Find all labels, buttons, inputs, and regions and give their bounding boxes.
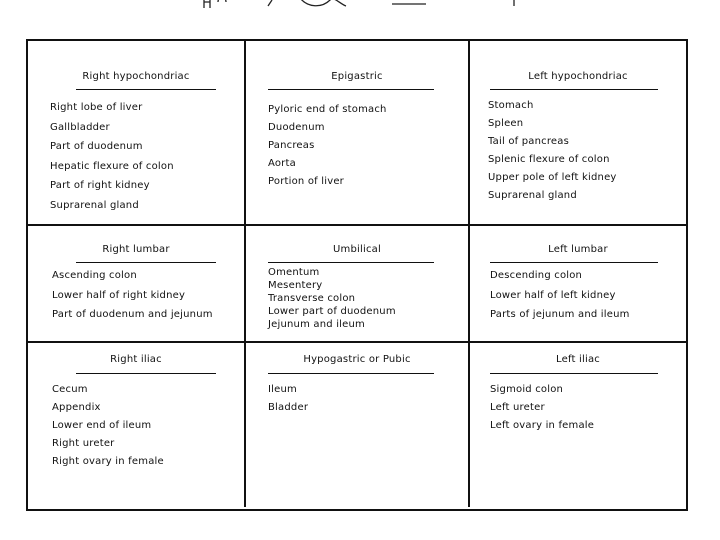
heading-underline bbox=[490, 262, 658, 263]
region-heading: Hypogastric or Pubic bbox=[303, 354, 411, 365]
organ-list bbox=[50, 102, 238, 219]
organ-item: Duodenum bbox=[268, 122, 325, 133]
organ-item: Part of right kidney bbox=[50, 180, 150, 191]
region-cell-umbilical bbox=[246, 226, 470, 343]
organ-item: Cecum bbox=[52, 384, 88, 395]
organ-item: Ascending colon bbox=[52, 270, 137, 281]
organ-item: Transverse colon bbox=[268, 293, 356, 304]
region-cell-right-lumbar bbox=[28, 226, 246, 343]
region-cell-right-hypochondriac bbox=[28, 41, 246, 226]
organ-item: Lower end of ileum bbox=[52, 420, 152, 431]
organ-list bbox=[490, 384, 680, 438]
organ-item: Spleen bbox=[488, 118, 524, 129]
cropped-title-fragment bbox=[196, 0, 536, 12]
region-heading: Right hypochondriac bbox=[82, 71, 190, 82]
organ-item: Jejunum and ileum bbox=[268, 319, 365, 330]
region-heading: Epigastric bbox=[331, 71, 383, 82]
organ-item: Parts of jejunum and ileum bbox=[490, 309, 630, 320]
region-heading: Right lumbar bbox=[102, 244, 170, 255]
organ-item: Descending colon bbox=[490, 270, 583, 281]
organ-item: Right lobe of liver bbox=[50, 102, 143, 113]
region-cell-left-lumbar bbox=[470, 226, 686, 343]
region-heading: Left lumbar bbox=[548, 244, 608, 255]
region-heading: Left hypochondriac bbox=[528, 71, 628, 82]
organ-item: Pyloric end of stomach bbox=[268, 104, 387, 115]
heading-underline bbox=[76, 373, 216, 374]
heading-underline bbox=[490, 373, 658, 374]
heading-underline bbox=[268, 89, 434, 90]
region-heading: Right iliac bbox=[110, 354, 162, 365]
heading-underline bbox=[268, 373, 434, 374]
organ-item: Portion of liver bbox=[268, 176, 344, 187]
organ-item: Mesentery bbox=[268, 280, 323, 291]
organ-item: Sigmoid colon bbox=[490, 384, 564, 395]
organ-item: Part of duodenum and jejunum bbox=[52, 309, 213, 320]
organ-item: Right ureter bbox=[52, 438, 115, 449]
organ-item: Stomach bbox=[488, 100, 534, 111]
organ-list bbox=[268, 267, 462, 332]
organ-item: Part of duodenum bbox=[50, 141, 143, 152]
region-cell-left-hypochondriac bbox=[470, 41, 686, 226]
organ-item: Lower half of left kidney bbox=[490, 289, 616, 301]
organ-item: Aorta bbox=[268, 158, 296, 169]
organ-item: Lower part of duodenum bbox=[268, 306, 396, 317]
organ-item: Lower half of right kidney bbox=[52, 289, 186, 301]
heading-underline bbox=[268, 262, 434, 263]
organ-item: Bladder bbox=[268, 402, 309, 413]
organ-item: Omentum bbox=[268, 267, 320, 278]
heading-underline bbox=[76, 89, 216, 90]
organ-item: Upper pole of left kidney bbox=[488, 172, 617, 183]
region-heading: Left iliac bbox=[556, 354, 600, 365]
region-cell-right-iliac bbox=[28, 343, 246, 507]
organ-list bbox=[52, 384, 238, 474]
organ-list bbox=[268, 384, 462, 420]
organ-item: Suprarenal gland bbox=[488, 190, 577, 201]
organ-item: Gallbladder bbox=[50, 121, 110, 133]
region-cell-hypogastric bbox=[246, 343, 470, 507]
organ-item: Appendix bbox=[52, 402, 101, 413]
region-cell-left-iliac bbox=[470, 343, 686, 507]
organ-item: Tail of pancreas bbox=[488, 136, 570, 147]
heading-underline bbox=[490, 89, 658, 90]
organ-list bbox=[490, 270, 680, 329]
heading-underline bbox=[76, 262, 216, 263]
organ-item: Splenic flexure of colon bbox=[488, 154, 610, 165]
organ-item: Suprarenal gland bbox=[50, 199, 139, 211]
organ-item: Pancreas bbox=[268, 140, 315, 151]
organ-list bbox=[488, 100, 680, 208]
organ-list bbox=[268, 104, 462, 194]
region-cell-epigastric bbox=[246, 41, 470, 226]
organ-item: Right ovary in female bbox=[52, 456, 164, 467]
organ-item: Ileum bbox=[268, 384, 297, 395]
organ-item: Hepatic flexure of colon bbox=[50, 160, 174, 172]
region-heading: Umbilical bbox=[333, 244, 381, 255]
organ-list bbox=[52, 270, 238, 329]
organ-item: Left ovary in female bbox=[490, 420, 595, 431]
abdominal-regions-table bbox=[26, 39, 688, 511]
organ-item: Left ureter bbox=[490, 402, 545, 413]
